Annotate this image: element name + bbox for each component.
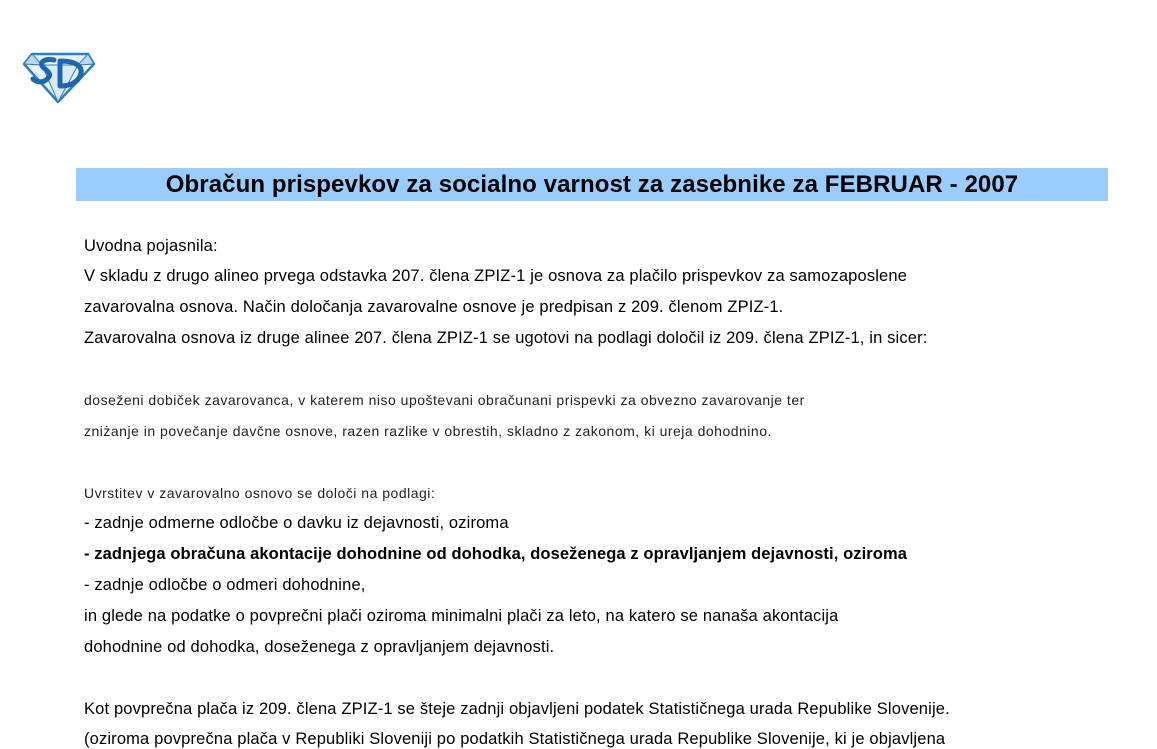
title-banner (76, 168, 1108, 201)
list-item-2: - zadnjega obračuna akontacije dohodnine od dohodka, doseženega z opravljanjem dejavnosti, oziroma (84, 545, 908, 563)
glede-line-1: in glede na podatke o povprečni plači oziroma minimalni plači za leto, na katero se nanaša akontacija (84, 607, 839, 625)
intro-line-2: zavarovalna osnova. Način določanja zavarovalne osnove je predpisan z 209. členom ZPIZ-1. (84, 298, 784, 316)
sd-shield-logo-icon (22, 48, 96, 104)
uvrstitev-heading: Uvrstitev v zavarovalno osnovo se določi na podlagi: (84, 485, 436, 501)
intro-heading: Uvodna pojasnila: (84, 237, 218, 255)
page-title: Obračun prispevkov za socialno varnost za zasebnike za FEBRUAR - 2007 (165, 170, 1019, 198)
povprecna-line-2: (oziroma povprečna plača v Republiki Sloveniji po podatkih Statističnega urada Republike Slovenije, ki je objavljena (84, 730, 946, 748)
list-item-3: - zadnje odločbe o odmeri dohodnine, (84, 576, 366, 594)
intro-line-3: Zavarovalna osnova iz druge alinee 207. člena ZPIZ-1 se ugotovi na podlagi določil iz 209. člena ZPIZ-1, in sicer: (84, 329, 928, 347)
glede-line-2: dohodnine od dohodka, doseženega z opravljanjem dejavnosti. (84, 638, 555, 656)
intro-line-1: V skladu z drugo alineo prvega odstavka 207. člena ZPIZ-1 je osnova za plačilo prispevkov za samozaposlene (84, 267, 908, 285)
list-item-1: - zadnje odmerne odločbe o davku iz dejavnosti, oziroma (84, 514, 509, 532)
small-line-1: doseženi dobiček zavarovanca, v katerem niso upoštevani obračunani prispevki za obvezno zavarovanje ter (84, 392, 805, 408)
povprecna-line-1: Kot povprečna plača iz 209. člena ZPIZ-1 se šteje zadnji objavljeni podatek Statističnega urada Republike Slovenije. (84, 700, 950, 718)
small-line-2: zniżanje in povečanje davčne osnove, razen razlike v obrestih, skladno z zakonom, ki ureja dohodnino. (84, 423, 772, 439)
